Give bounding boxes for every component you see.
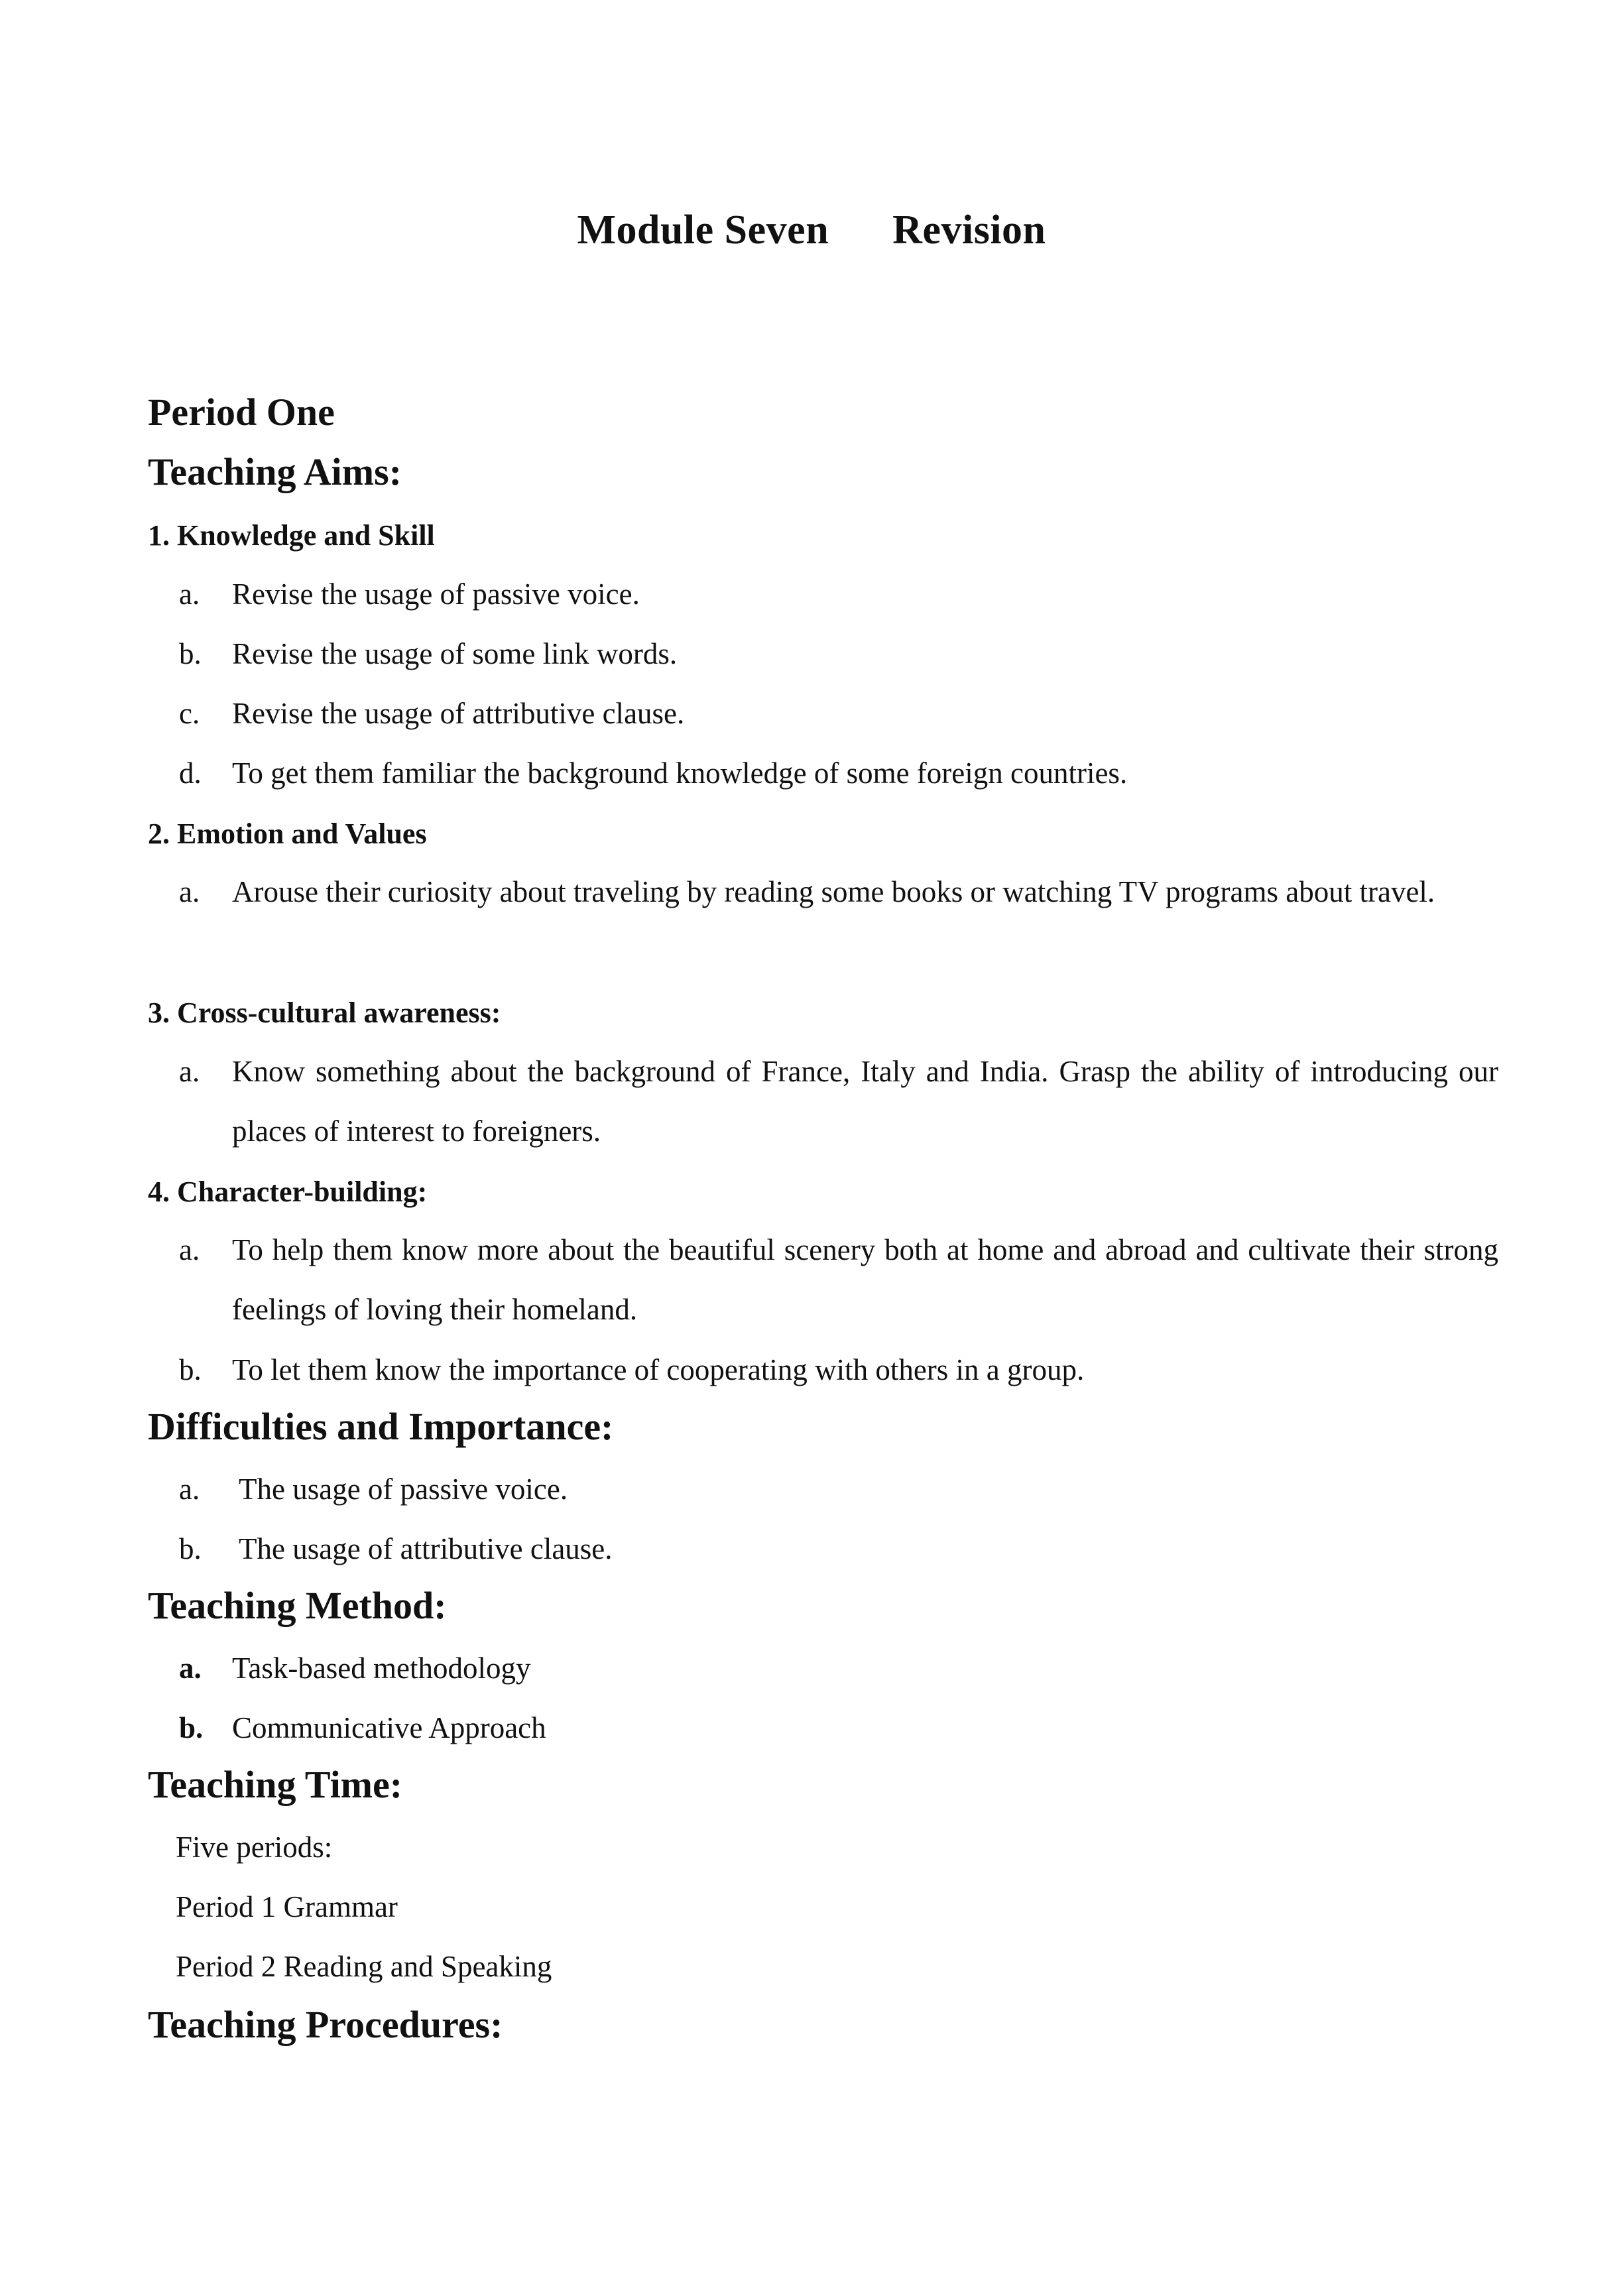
list-item	[179, 1472, 568, 1506]
list-item	[179, 1532, 613, 1566]
list-marker: a.	[179, 577, 200, 611]
list-item	[179, 696, 684, 731]
list-text: To get them familiar the background knowledge of some foreign countries.	[232, 756, 1128, 790]
list-marker: b.	[179, 637, 202, 670]
list-marker: a.	[179, 875, 200, 908]
list-item	[179, 1220, 1498, 1339]
time-line: Period 1 Grammar	[176, 1890, 398, 1923]
list-marker: a.	[179, 1233, 200, 1266]
list-text: To let them know the importance of cooperating with others in a group.	[232, 1353, 1085, 1386]
teaching-time-heading: Teaching Time:	[148, 1763, 403, 1806]
list-text: Arouse their curiosity about traveling by reading some books or watching TV programs about travel.	[232, 875, 1435, 908]
time-line: Period 2 Reading and Speaking	[176, 1950, 552, 1983]
list-text: The usage of attributive clause.	[239, 1532, 613, 1565]
list-marker: c.	[179, 697, 200, 730]
list-item	[179, 636, 677, 671]
list-marker: a.	[179, 1652, 202, 1685]
list-marker: a.	[179, 1055, 200, 1088]
list-text: Revise the usage of passive voice.	[232, 577, 640, 611]
teaching-aims-heading: Teaching Aims:	[148, 450, 402, 493]
list-marker: a.	[179, 1473, 200, 1506]
list-text: Revise the usage of attributive clause.	[232, 697, 685, 730]
teaching-procedures-heading: Teaching Procedures:	[148, 2003, 503, 2046]
list-item	[179, 1711, 546, 1745]
list-item	[179, 577, 640, 611]
list-marker: b.	[179, 1353, 202, 1386]
list-item	[179, 862, 1498, 922]
list-item	[179, 756, 1127, 790]
time-line: Five periods:	[176, 1831, 333, 1864]
list-item	[179, 1651, 531, 1685]
list-text: Communicative Approach	[232, 1711, 546, 1744]
knowledge-skill-heading: 1. Knowledge and Skill	[148, 519, 435, 552]
difficulties-heading: Difficulties and Importance:	[148, 1405, 614, 1448]
list-text: To help them know more about the beautiful scenery both at home and abroad and cultivate their strong feelings of loving their homeland.	[232, 1233, 1498, 1326]
cross-cultural-heading: 3. Cross-cultural awareness:	[148, 997, 501, 1029]
list-item	[179, 1353, 1084, 1387]
teaching-method-heading: Teaching Method:	[148, 1584, 447, 1627]
list-text: Know something about the background of France, Italy and India. Grasp the ability of introducing our places of interest to foreigners.	[232, 1055, 1498, 1148]
character-building-heading: 4. Character-building:	[148, 1176, 428, 1208]
emotion-values-heading: 2. Emotion and Values	[148, 817, 427, 850]
list-marker: b.	[179, 1532, 202, 1565]
list-marker: b.	[179, 1711, 204, 1744]
list-text: Revise the usage of some link words.	[232, 637, 678, 670]
period-heading: Period One	[148, 391, 335, 434]
list-text: The usage of passive voice.	[239, 1473, 568, 1506]
list-item	[179, 1042, 1498, 1161]
list-marker: d.	[179, 756, 202, 790]
page-title: Module Seven Revision	[577, 208, 1046, 253]
list-text: Task-based methodology	[232, 1652, 531, 1685]
